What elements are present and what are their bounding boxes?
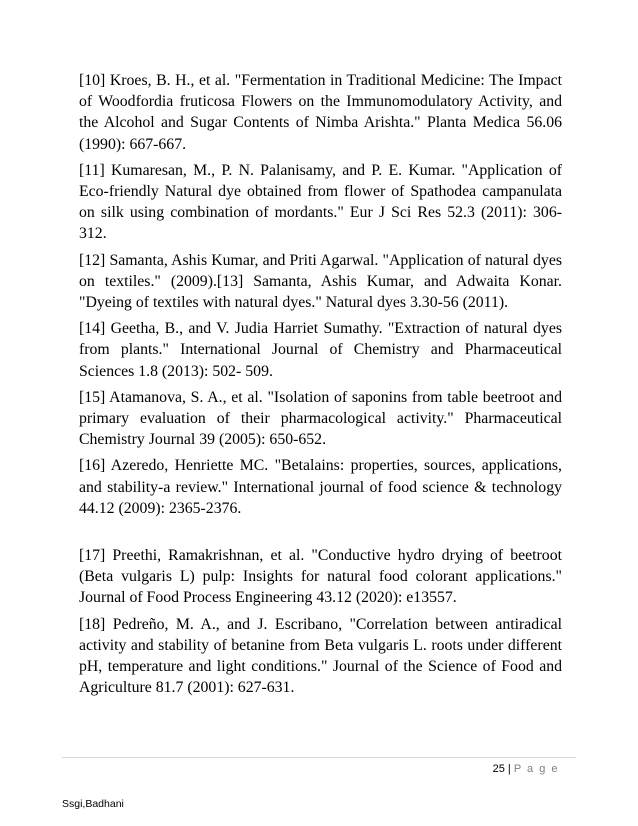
reference-item: [10] Kroes, B. H., et al. "Fermentation in Traditional Medicine: The Impact of Woodfordia fruticosa Flowers on the Immunomodulatory Activity, and the Alcohol and Sugar Contents of Nimba Arishta." Planta Medica 56.06 (1990): 667-667. — [79, 72, 562, 153]
page-label: P a g e — [513, 763, 559, 775]
page-number-separator: | — [504, 763, 514, 775]
page-number — [493, 763, 559, 775]
reference-item: [15] Atamanova, S. A., et al. "Isolation of saponins from table beetroot and primary evaluation of their pharmacological activity." Pharmaceutical Chemistry Journal 39 (2005): 650-652. — [79, 388, 562, 449]
reference-item: [14] Geetha, B., and V. Judia Harriet Sumathy. "Extraction of natural dyes from plants." International Journal of Chemistry and Pharmaceutical Sciences 1.8 (2013): 502- 509. — [79, 320, 562, 380]
reference-item: [17] Preethi, Ramakrishnan, et al. "Conductive hydro drying of beetroot (Beta vulgaris L) pulp: Insights for natural food colorant applications." Journal of Food Process Engineering 43.12 (2020): e13557. — [79, 547, 562, 607]
footer-institution: Ssgi,Badhani — [62, 798, 124, 810]
reference-item: [11] Kumaresan, M., P. N. Palanisamy, and P. E. Kumar. "Application of Eco-friendly Natural dye obtained from flower of Spathodea campanulata on silk using combination of mordants." Eur J Sci Res 52.3 (2011): 306-312. — [79, 161, 562, 243]
reference-item: [18] Pedreño, M. A., and J. Escribano, "Correlation between antiradical activity and stability of betanine from Beta vulgaris L. roots under different pH, temperature and light conditions." Journal of the Science of Food and Agriculture 81.7 (2001): 627-631. — [79, 615, 562, 697]
reference-item: [16] Azeredo, Henriette MC. "Betalains: properties, sources, applications, and stability-a review." International journal of food science & technology 44.12 (2009): 2365-2376. — [79, 457, 562, 517]
reference-item: [12] Samanta, Ashis Kumar, and Priti Agarwal. "Application of natural dyes on textiles." (2009).[13] Samanta, Ashis Kumar, and Adwaita Konar. "Dyeing of textiles with natural dyes." Natural dyes 3.30-56 (2011). — [79, 251, 562, 312]
page-number-value: 25 — [492, 763, 505, 775]
footer-divider — [62, 757, 576, 758]
reference-list — [79, 70, 562, 703]
